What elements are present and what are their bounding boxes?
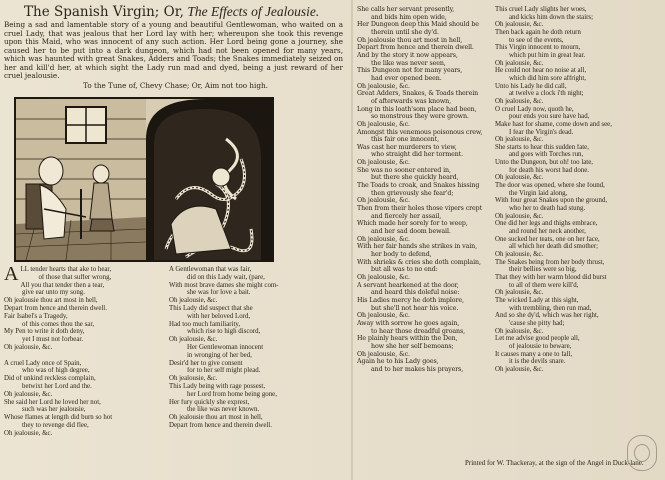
title-part2: The Effects of Jealousie. bbox=[183, 4, 320, 19]
verse-line: and fiercely her assail, bbox=[371, 212, 442, 220]
verse-line: with her beloved Lord, bbox=[187, 312, 251, 320]
verse-line: I fear the Virgin's dead. bbox=[509, 128, 574, 136]
verse-line: for death his worst had done. bbox=[509, 166, 589, 174]
verse-line: but she'll not hear his voice. bbox=[371, 304, 459, 312]
verse-line: the like was never seen, bbox=[371, 59, 446, 67]
verse-line: Oh jealousie, &c. bbox=[169, 336, 218, 344]
verse-line: The Toads to croak, and Snakes hissing bbox=[357, 182, 480, 190]
verse-line: betwixt her Lord and the. bbox=[22, 382, 92, 390]
verse-line: and round her neck another, bbox=[509, 228, 586, 236]
left-verse-column-1 bbox=[4, 263, 154, 438]
verse-line: Did of unkind reckless complain, bbox=[4, 375, 96, 383]
verse-line: of jealousie to beware, bbox=[509, 342, 572, 350]
verse-line: Oh jealousie thou art most in hell, bbox=[4, 297, 98, 305]
verse-line: Amongst this venemous poisonous crew, bbox=[357, 128, 483, 136]
verse-line: she was for love a bait. bbox=[187, 289, 251, 297]
verse-line: He plainly hears within the Den, bbox=[357, 335, 458, 343]
verse-line: Long in this loath'som place had been, bbox=[357, 105, 477, 113]
verse-line: Had too much familiarity, bbox=[169, 320, 241, 328]
verse-line: and heard this doleful noise: bbox=[371, 289, 460, 297]
verse-line: Unto his Lady he did call, bbox=[495, 82, 567, 90]
verse-line: It causes many a one to fall, bbox=[495, 350, 573, 358]
verse-line: Oh jealousie, &c. bbox=[357, 159, 410, 167]
verse-line: to hear those dreadful groans, bbox=[371, 327, 466, 335]
verse-line: 'cause she pitty had; bbox=[509, 319, 565, 327]
verse-line: Oh jealousie thou art most in hell, bbox=[169, 414, 263, 422]
verse-line: With most brave dames she might com- bbox=[169, 281, 279, 289]
verse-line: Oh jealousie, &c. bbox=[357, 120, 410, 128]
verse-line: Oh jealousie, &c. bbox=[495, 174, 544, 182]
verse-line: Oh jealousie, &c. bbox=[495, 21, 544, 29]
verse-line: pour ends you sure have had, bbox=[509, 113, 590, 121]
verse-line: who straight did her torment. bbox=[371, 151, 463, 159]
verse-line: A servant hearkened at the door, bbox=[357, 281, 459, 289]
ballad-title bbox=[24, 4, 347, 20]
verse-line: Let me advise good people all, bbox=[495, 335, 580, 343]
verse-line: the like was never known. bbox=[187, 406, 260, 414]
verse-line: Oh jealousie, &c. bbox=[495, 212, 544, 220]
verse-line: her body to defend, bbox=[371, 251, 432, 258]
verse-line: My Pen to write it doth deny, bbox=[4, 328, 85, 336]
verse-line: Unto the Dungeon, but oh! too late, bbox=[495, 159, 593, 167]
verse-line: Oh jealousie, &c. bbox=[4, 343, 53, 351]
verse-line: Her Gentlewoman innocent bbox=[187, 343, 264, 351]
verse-line: all which her death did smother; bbox=[509, 243, 598, 251]
verse-line: With four great Snakes upon the ground, bbox=[495, 197, 608, 205]
verse-line: in wronging of her bed, bbox=[187, 351, 252, 359]
verse-line: Then back again he doth return bbox=[495, 28, 581, 36]
intro-paragraph: Being a sad and lamentable story of a young and beautiful Gentlewoman, who waited on a cruel Lady, that was jealous that her Lord lay with her; whereupon she took this revenge upon this Maid, who was innocent of any such action. Her Lord being gone a journey, she caused her to be put into a dark dungeon, which had not been opened for many years, which was haunted with great Snakes, Adders and Toads; the Snakes immediately seized on her and kill'd her, at which sight the Lady run mad and dyed, being a just reward of her cruel jealousie. bbox=[4, 20, 343, 80]
verse-line: Oh jealousie, &c. bbox=[357, 312, 410, 320]
verse-line: of this comes thou the sar, bbox=[22, 320, 95, 328]
title-part1: The Spanish Virgin; Or, bbox=[24, 4, 184, 20]
verse-line: Oh jealousie, &c. bbox=[495, 289, 544, 297]
verse-line: Again he to his Lady goes, bbox=[357, 358, 439, 366]
verse-line: Her Dungeon deep this Maid should be bbox=[357, 21, 479, 29]
verse-line: Oh jealousie, &c. bbox=[495, 97, 544, 105]
page-fold bbox=[351, 0, 353, 480]
verse-line: The wicked Lady at this sight, bbox=[495, 296, 579, 304]
verse-line: Desir'd her to give consent bbox=[169, 359, 243, 367]
verse-line: Then from their holes those vipers crept bbox=[357, 205, 483, 213]
verse-line: This cruel Lady slights her woes, bbox=[495, 6, 587, 13]
verse-line: her Lord from home being gone, bbox=[187, 390, 277, 398]
verse-line: Oh jealousie, &c. bbox=[4, 390, 53, 398]
verse-line: they to revenge did flee, bbox=[22, 421, 89, 429]
verse-line: Oh jealousie, &c. bbox=[169, 375, 218, 383]
verse-line: Oh jealousie, &c. bbox=[4, 429, 53, 437]
verse-line: Oh jealousie, &c. bbox=[495, 251, 544, 258]
verse-line: One sucked her teats, one on her face, bbox=[495, 235, 600, 243]
verse-line: His Ladies mercy he doth implore, bbox=[357, 296, 464, 304]
verse-line: of those that suffer wrong, bbox=[38, 273, 112, 281]
verse-line: with trembling, then run mad, bbox=[509, 304, 592, 312]
verse-line: of afterwards was known, bbox=[371, 97, 451, 105]
verse-line: Oh jealousie, &c. bbox=[357, 273, 410, 281]
verse-line: This Virgin innocent to mourn, bbox=[495, 44, 581, 52]
verse-line: Depart from hence and therein dwell. bbox=[4, 304, 107, 312]
verse-line: the Virgin laid along, bbox=[509, 189, 568, 197]
verse-line: With shrieks & cries she doth complain, bbox=[357, 258, 481, 266]
verse-line: so monstrous they were grown. bbox=[371, 113, 469, 121]
verse-line: had ever opened been. bbox=[371, 74, 442, 82]
verse-line: And by the story it now appears, bbox=[357, 51, 458, 59]
verse-line: She was no sooner entered in, bbox=[357, 166, 451, 174]
verse-line: LL tender hearts that ake to hear, bbox=[20, 266, 112, 273]
verse-line: Depart from hence and therein dwell. bbox=[357, 44, 474, 52]
verse-line: Which made her sorely for to weep, bbox=[357, 220, 468, 228]
verse-line: this fair one innocent, bbox=[371, 136, 439, 144]
verse-line: He could not hear no noise at all, bbox=[495, 67, 587, 75]
left-page bbox=[4, 4, 347, 90]
verse-line: Oh jealousie, &c. bbox=[495, 59, 544, 67]
verse-line: to see of the events, bbox=[509, 36, 564, 44]
verse-line: which put him in great fear. bbox=[509, 51, 586, 59]
verse-line: This Lady did suspect that she bbox=[169, 304, 253, 312]
verse-line: give ear unto my song. bbox=[22, 289, 85, 297]
verse-line: That they with her warm blood did burst bbox=[495, 273, 607, 281]
verse-line: All you that tender then a tear, bbox=[20, 281, 105, 289]
verse-line: Fair Isabel's a Tragedy, bbox=[4, 312, 68, 320]
verse-line: Oh jealousie, &c. bbox=[357, 197, 410, 205]
right-verse-column-1 bbox=[357, 6, 507, 374]
verse-line: Oh jealousie, &c. bbox=[495, 327, 544, 335]
drop-cap: A bbox=[4, 263, 19, 285]
verse-line: and to her makes his prayers, bbox=[371, 365, 464, 373]
verse-line: O cruel Lady now, quoth he, bbox=[495, 105, 574, 113]
printer-imprint: Printed for W. Thackeray, at the sign of the Angel in Duck-lane. bbox=[465, 459, 644, 467]
woodcut-illustration bbox=[14, 97, 274, 262]
verse-line: She said her Lord he loved her not, bbox=[4, 398, 101, 406]
verse-line: and bids him open wide, bbox=[371, 13, 447, 21]
verse-line: Oh jealousie, &c. bbox=[357, 82, 410, 90]
verse-line: Oh jealousie, &c. bbox=[495, 136, 544, 144]
verse-line: The door was opened, where she found, bbox=[495, 182, 605, 190]
verse-line: Oh jealousie, &c. bbox=[169, 297, 218, 305]
library-stamp bbox=[627, 435, 657, 471]
verse-line: such was her jealousie, bbox=[22, 406, 86, 414]
right-verse-column-2 bbox=[495, 6, 655, 374]
tune-line: To the Tune of, Chevy Chase; Or, Aim not too high. bbox=[83, 80, 268, 90]
verse-line: This Dungeon not for many years, bbox=[357, 67, 463, 75]
verse-line: Whose flames at length did burn so hot bbox=[4, 414, 113, 422]
verse-line: Great Adders, Snakes, & Toads therein bbox=[357, 90, 479, 98]
verse-line: One did her legs and thighs embrace, bbox=[495, 220, 598, 228]
verse-line: This Lady being with rage possest, bbox=[169, 382, 266, 390]
verse-line: Away with sorrow he goes again, bbox=[357, 319, 460, 327]
left-verse-column-2 bbox=[169, 266, 319, 430]
verse-line: to all of them were kill'd, bbox=[509, 281, 579, 289]
verse-line: did on this Lady wait, (pare, bbox=[187, 273, 265, 281]
verse-line: it is the devils snare. bbox=[509, 358, 566, 366]
verse-line: yet I must not forbear. bbox=[22, 336, 84, 344]
verse-line: who was of high degree, bbox=[22, 367, 90, 375]
verse-line: She calls her servant presently, bbox=[357, 6, 455, 13]
verse-line: but there she quickly heard, bbox=[371, 174, 459, 182]
verse-line: at twelve a clock i'th night; bbox=[509, 90, 584, 98]
verse-line: Was cast her murderers to view, bbox=[357, 143, 457, 151]
verse-line: their bellies were so big, bbox=[509, 266, 577, 274]
verse-line: who her to death had stung. bbox=[509, 205, 586, 213]
verse-line: for to her self might plead. bbox=[187, 367, 261, 375]
verse-line: The Snakes being from her body thrust, bbox=[495, 258, 605, 266]
verse-line: Oh jealousie thou art most in hell, bbox=[357, 36, 463, 44]
verse-line: and her sad doom bewail. bbox=[371, 228, 451, 236]
verse-line: but all was to no end: bbox=[371, 266, 438, 274]
verse-line: A cruel Lady once of Spain, bbox=[4, 359, 82, 367]
verse-line: therein until she dy'd. bbox=[371, 28, 439, 36]
verse-line: then grievously she fear'd; bbox=[371, 189, 454, 197]
verse-line: how she her self bemoans; bbox=[371, 342, 454, 350]
verse-line: which rise to high discord, bbox=[187, 328, 261, 336]
verse-line: Depart from hence and therein dwell. bbox=[169, 421, 272, 429]
verse-line: Oh jealousie, &c. bbox=[357, 350, 410, 358]
verse-line: which did him sore affright, bbox=[509, 74, 586, 82]
verse-line: and kicks him down the stairs; bbox=[509, 13, 594, 21]
verse-line: and goes with Torches run, bbox=[509, 151, 584, 159]
verse-line: Oh jealousie, &c. bbox=[495, 365, 544, 373]
verse-line: With her fair hands she strikes in vain, bbox=[357, 243, 478, 251]
verse-line: And so she dy'd, which was her right, bbox=[495, 312, 599, 320]
verse-line: Make hast for shame, come down and see, bbox=[495, 120, 612, 128]
verse-line: Oh jealousie, &c. bbox=[357, 235, 410, 243]
verse-line: She starts to hear this sudden fate, bbox=[495, 143, 589, 151]
verse-line: A Gentlewoman that was fair, bbox=[169, 266, 252, 273]
verse-line: Her fury quickly she exprest, bbox=[169, 398, 250, 406]
verse-line bbox=[4, 352, 154, 360]
